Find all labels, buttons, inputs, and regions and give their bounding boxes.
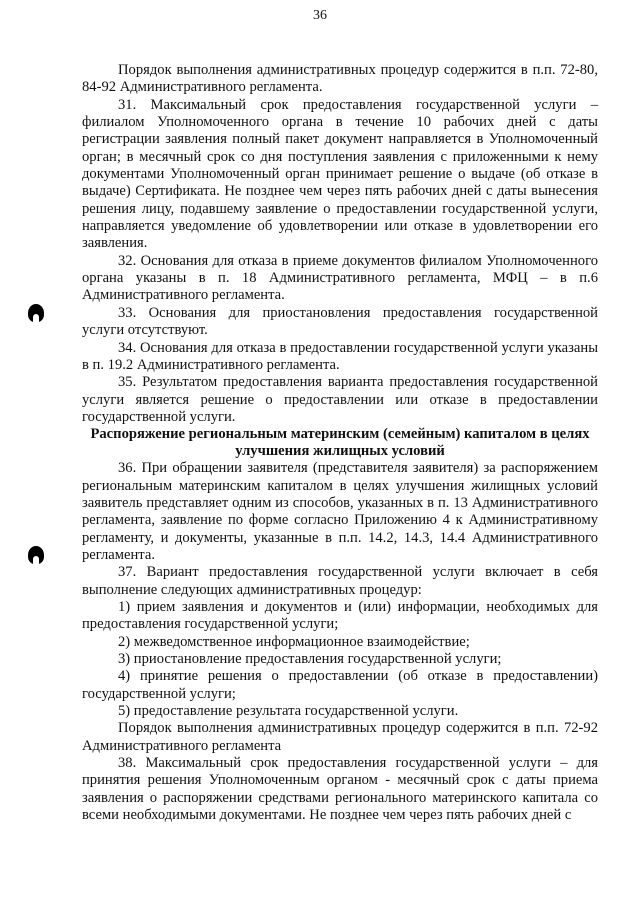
paragraph-32: 32. Основания для отказа в приеме документов филиалом Уполномоченного органа указаны в п. 18 Административного регламента, МФЦ – в п.6 Административного регламента. bbox=[82, 252, 598, 304]
paragraph-35: 35. Результатом предоставления варианта предоставления государственной услуги является решение о предоставлении или отказе в предоставлении государственной услуги. bbox=[82, 374, 598, 425]
paragraph-procedures-order-1: Порядок выполнения административных процедур содержится в п.п. 72-80, 84-92 Административного регламента. bbox=[82, 62, 598, 96]
paragraph-34: 34. Основания для отказа в предоставлении государственной услуги указаны в п. 19.2 Административного регламента. bbox=[82, 339, 598, 373]
procedure-item-1: 1) прием заявления и документов и (или) информации, необходимых для предоставления государственной услуги; bbox=[82, 598, 598, 633]
paragraph-36: 36. При обращении заявителя (представителя заявителя) за распоряжением региональным материнским капиталом в целях улучшения жилищных условий заявитель представляет одним из способов, указанных в п. 13 Административного регламента, заявление по форме согласно Приложению 4 к Административному регламенту, и документы, указанные в п.п. 14.2, 14.3, 14.4 Административного регламента. bbox=[82, 460, 598, 563]
page-number: 36 bbox=[313, 8, 327, 23]
procedure-item-4: 4) принятие решения о предоставлении (об отказе в предоставлении) государственной услуги; bbox=[82, 668, 598, 702]
paragraph-33: 33. Основания для приостановления предоставления государственной услуги отсутствуют. bbox=[82, 304, 598, 339]
binding-hole-bottom bbox=[28, 546, 44, 564]
section-heading: Распоряжение региональным материнским (семейным) капиталом в целях улучшения жилищных условий bbox=[90, 426, 590, 460]
binding-hole-top bbox=[28, 304, 44, 322]
paragraph-37: 37. Вариант предоставления государственной услуги включает в себя выполнение следующих административных процедур: bbox=[82, 564, 598, 598]
paragraph-31: 31. Максимальный срок предоставления государственной услуги – филиалом Уполномоченного органа в течение 10 рабочих дней с даты регистрации заявления полный пакет документ направляется в Уполномоченный орган; в месячный срок со дня поступления заявления с приложенными к нему документами Уполномоченный орган принимает решение о выдаче (об отказе в выдаче) Сертификата. Не позднее чем через пять рабочих дней с даты вынесения решения лицу, подавшему заявление о предоставлении государственной услуги, направляется уведомление об удовлетворении или отказе в удовлетворении его заявления. bbox=[82, 96, 598, 252]
paragraph-procedures-order-2: Порядок выполнения административных процедур содержится в п.п. 72-92 Административного регламента bbox=[82, 720, 598, 754]
procedure-item-2: 2) межведомственное информационное взаимодействие; bbox=[118, 633, 470, 650]
paragraph-38: 38. Максимальный срок предоставления государственной услуги – для принятия решения Уполномоченным органом - месячный срок с даты приема заявления о распоряжении средствами регионального материнского капитала со всеми необходимыми документами. Не позднее чем через пять рабочих дней с bbox=[82, 755, 598, 824]
procedure-item-3: 3) приостановление предоставления государственной услуги; bbox=[118, 651, 502, 667]
document-body bbox=[82, 62, 598, 824]
procedure-item-5: 5) предоставление результата государственной услуги. bbox=[118, 703, 459, 720]
